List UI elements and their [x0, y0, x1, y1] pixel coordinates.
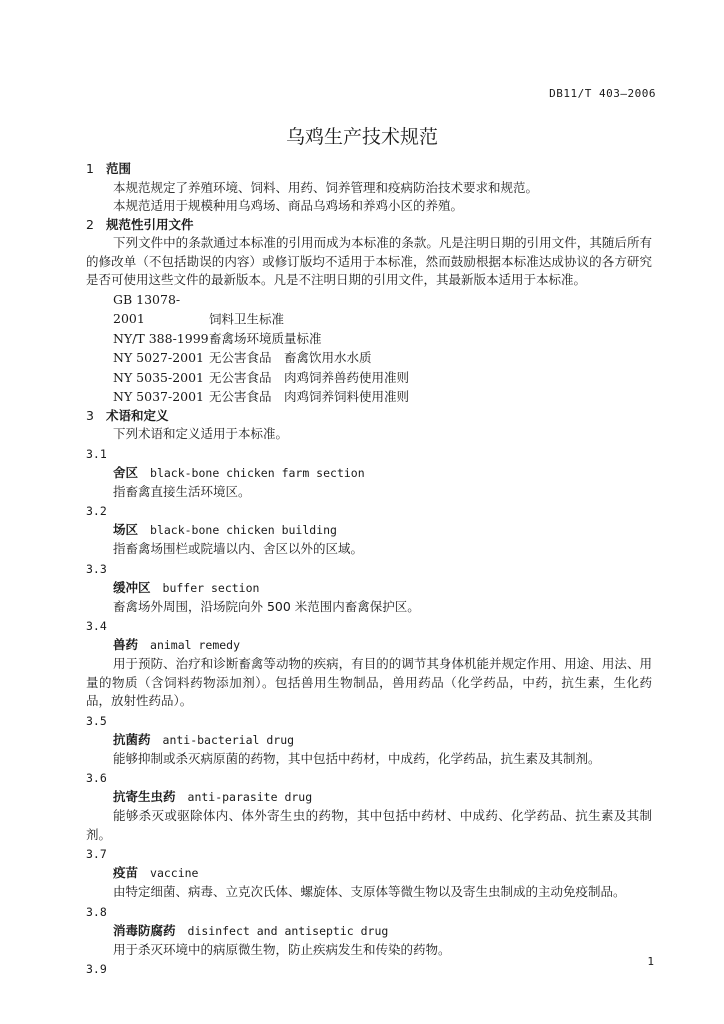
- term-entry: [86, 921, 652, 941]
- term-zh: 场区: [113, 522, 139, 537]
- term-entry: [86, 787, 652, 807]
- term-en: disinfect and antiseptic drug: [187, 923, 389, 938]
- term-entry: [86, 635, 652, 655]
- reference-item: [86, 368, 652, 388]
- reference-item: [86, 348, 652, 368]
- reference-item: [86, 290, 652, 329]
- term-definition: 能够杀灭或驱除体内、体外寄生虫的药物，其中包括中药材、中成药、化学药品、抗生素及其制剂。: [86, 808, 652, 842]
- term-entry: [86, 730, 652, 750]
- term-zh: 疫苗: [113, 865, 139, 880]
- term-en: black-bone chicken farm section: [150, 465, 365, 480]
- term-zh: 兽药: [113, 637, 139, 652]
- term-en: anti-parasite drug: [187, 790, 313, 804]
- section-number: 2: [86, 216, 94, 232]
- term-en: anti-bacterial drug: [162, 732, 295, 747]
- reference-code: NY 5037-2001: [113, 389, 205, 404]
- section-heading-refs: [86, 216, 652, 235]
- page-title: 乌鸡生产技术规范: [285, 126, 438, 148]
- term-number: 3.2: [86, 504, 107, 518]
- term-zh: 缓冲区: [113, 579, 151, 595]
- section-heading-scope: [86, 160, 652, 179]
- term-number: 3.4: [86, 619, 107, 633]
- term-number: 3.3: [86, 561, 107, 576]
- reference-code: NY 5035-2001: [113, 369, 205, 385]
- term-definition: 指畜禽直接生活环境区。: [113, 483, 251, 499]
- reference-code: NY 5027-2001: [113, 350, 205, 365]
- term-definition: 指畜禽场围栏或院墙以内、舍区以外的区域。: [113, 541, 364, 556]
- term-entry: [86, 863, 652, 883]
- term-definition: 畜禽场外周围，沿场院向外 500 米范围内畜禽保护区。: [113, 598, 420, 614]
- term-number: 3.6: [86, 771, 107, 785]
- term-zh: 抗寄生虫药: [113, 789, 176, 804]
- page-number: 1: [647, 955, 654, 968]
- term-number: 3.5: [86, 713, 107, 728]
- paragraph: 本规范规定了养殖环境、饲料、用药、饲养管理和疫病防治技术要求和规范。: [113, 179, 539, 195]
- term-definition: 用于预防、治疗和诊断畜禽等动物的疾病，有目的的调节其身体机能并规定作用、用途、用法、用量的物质（含饲料药物添加剂）。包括兽用生物制品，兽用药品（化学药品，中药，抗生素，生化药品，放射性药品）。: [86, 656, 652, 708]
- term-number: 3.7: [86, 847, 107, 861]
- paragraph: 下列术语和定义适用于本标准。: [113, 426, 289, 441]
- term-en: animal remedy: [150, 638, 241, 652]
- term-number: 3.9: [86, 962, 107, 976]
- reference-name: 无公害食品 肉鸡饲养兽药使用准则: [209, 369, 410, 385]
- paragraph: 本规范适用于规模种用乌鸡场、商品乌鸡场和养鸡小区的养殖。: [113, 198, 464, 213]
- term-zh: 舍区: [113, 464, 139, 480]
- term-entry: [86, 463, 652, 483]
- term-zh: 抗菌药: [113, 731, 151, 747]
- term-en: buffer section: [162, 580, 260, 595]
- reference-code: GB 13078-2001: [113, 291, 181, 326]
- term-definition: 用于杀灭环境中的病原微生物，防止疾病发生和传染的药物。: [113, 941, 451, 957]
- term-entry: [86, 520, 652, 540]
- section-title: 范围: [106, 161, 132, 176]
- reference-code: NY/T 388-1999: [113, 330, 209, 346]
- paragraph: 下列文件中的条款通过本标准的引用而成为本标准的条款。凡是注明日期的引用文件，其随后所有的修改单（不包括勘误的内容）或修订版均不适用于本标准，然而鼓励根据本标准达成协议的各方研究是否可使用这些文件的最新版本。凡是不注明日期的引用文件，其最新版本适用于本标准。: [86, 235, 652, 287]
- term-zh: 消毒防腐药: [113, 922, 176, 938]
- term-number: 3.8: [86, 904, 107, 919]
- reference-name: 畜禽场环境质量标准: [209, 330, 322, 346]
- term-definition: 能够抑制或杀灭病原菌的药物，其中包括中药材，中成药，化学药品，抗生素及其制剂。: [113, 750, 601, 766]
- term-number: 3.1: [86, 446, 107, 461]
- reference-name: 无公害食品 畜禽饮用水水质: [209, 350, 372, 365]
- reference-item: [86, 387, 652, 407]
- term-definition: 由特定细菌、病毒、立克次氏体、螺旋体、支原体等微生物以及寄生虫制成的主动免疫制品。: [113, 884, 626, 899]
- section-number: 3: [86, 407, 94, 423]
- document-code: DB11/T 403—2006: [549, 87, 656, 100]
- section-title: 规范性引用文件: [106, 216, 194, 232]
- term-entry: [86, 578, 652, 598]
- reference-item: [86, 329, 652, 349]
- document-body: [86, 160, 652, 978]
- term-en: black-bone chicken building: [150, 523, 337, 537]
- reference-name: 饲料卫生标准: [209, 311, 285, 326]
- section-title: 术语和定义: [106, 407, 169, 423]
- reference-name: 无公害食品 肉鸡饲养饲料使用准则: [209, 389, 410, 404]
- section-heading-terms: [86, 407, 652, 426]
- section-number: 1: [86, 161, 94, 176]
- term-en: vaccine: [150, 866, 199, 880]
